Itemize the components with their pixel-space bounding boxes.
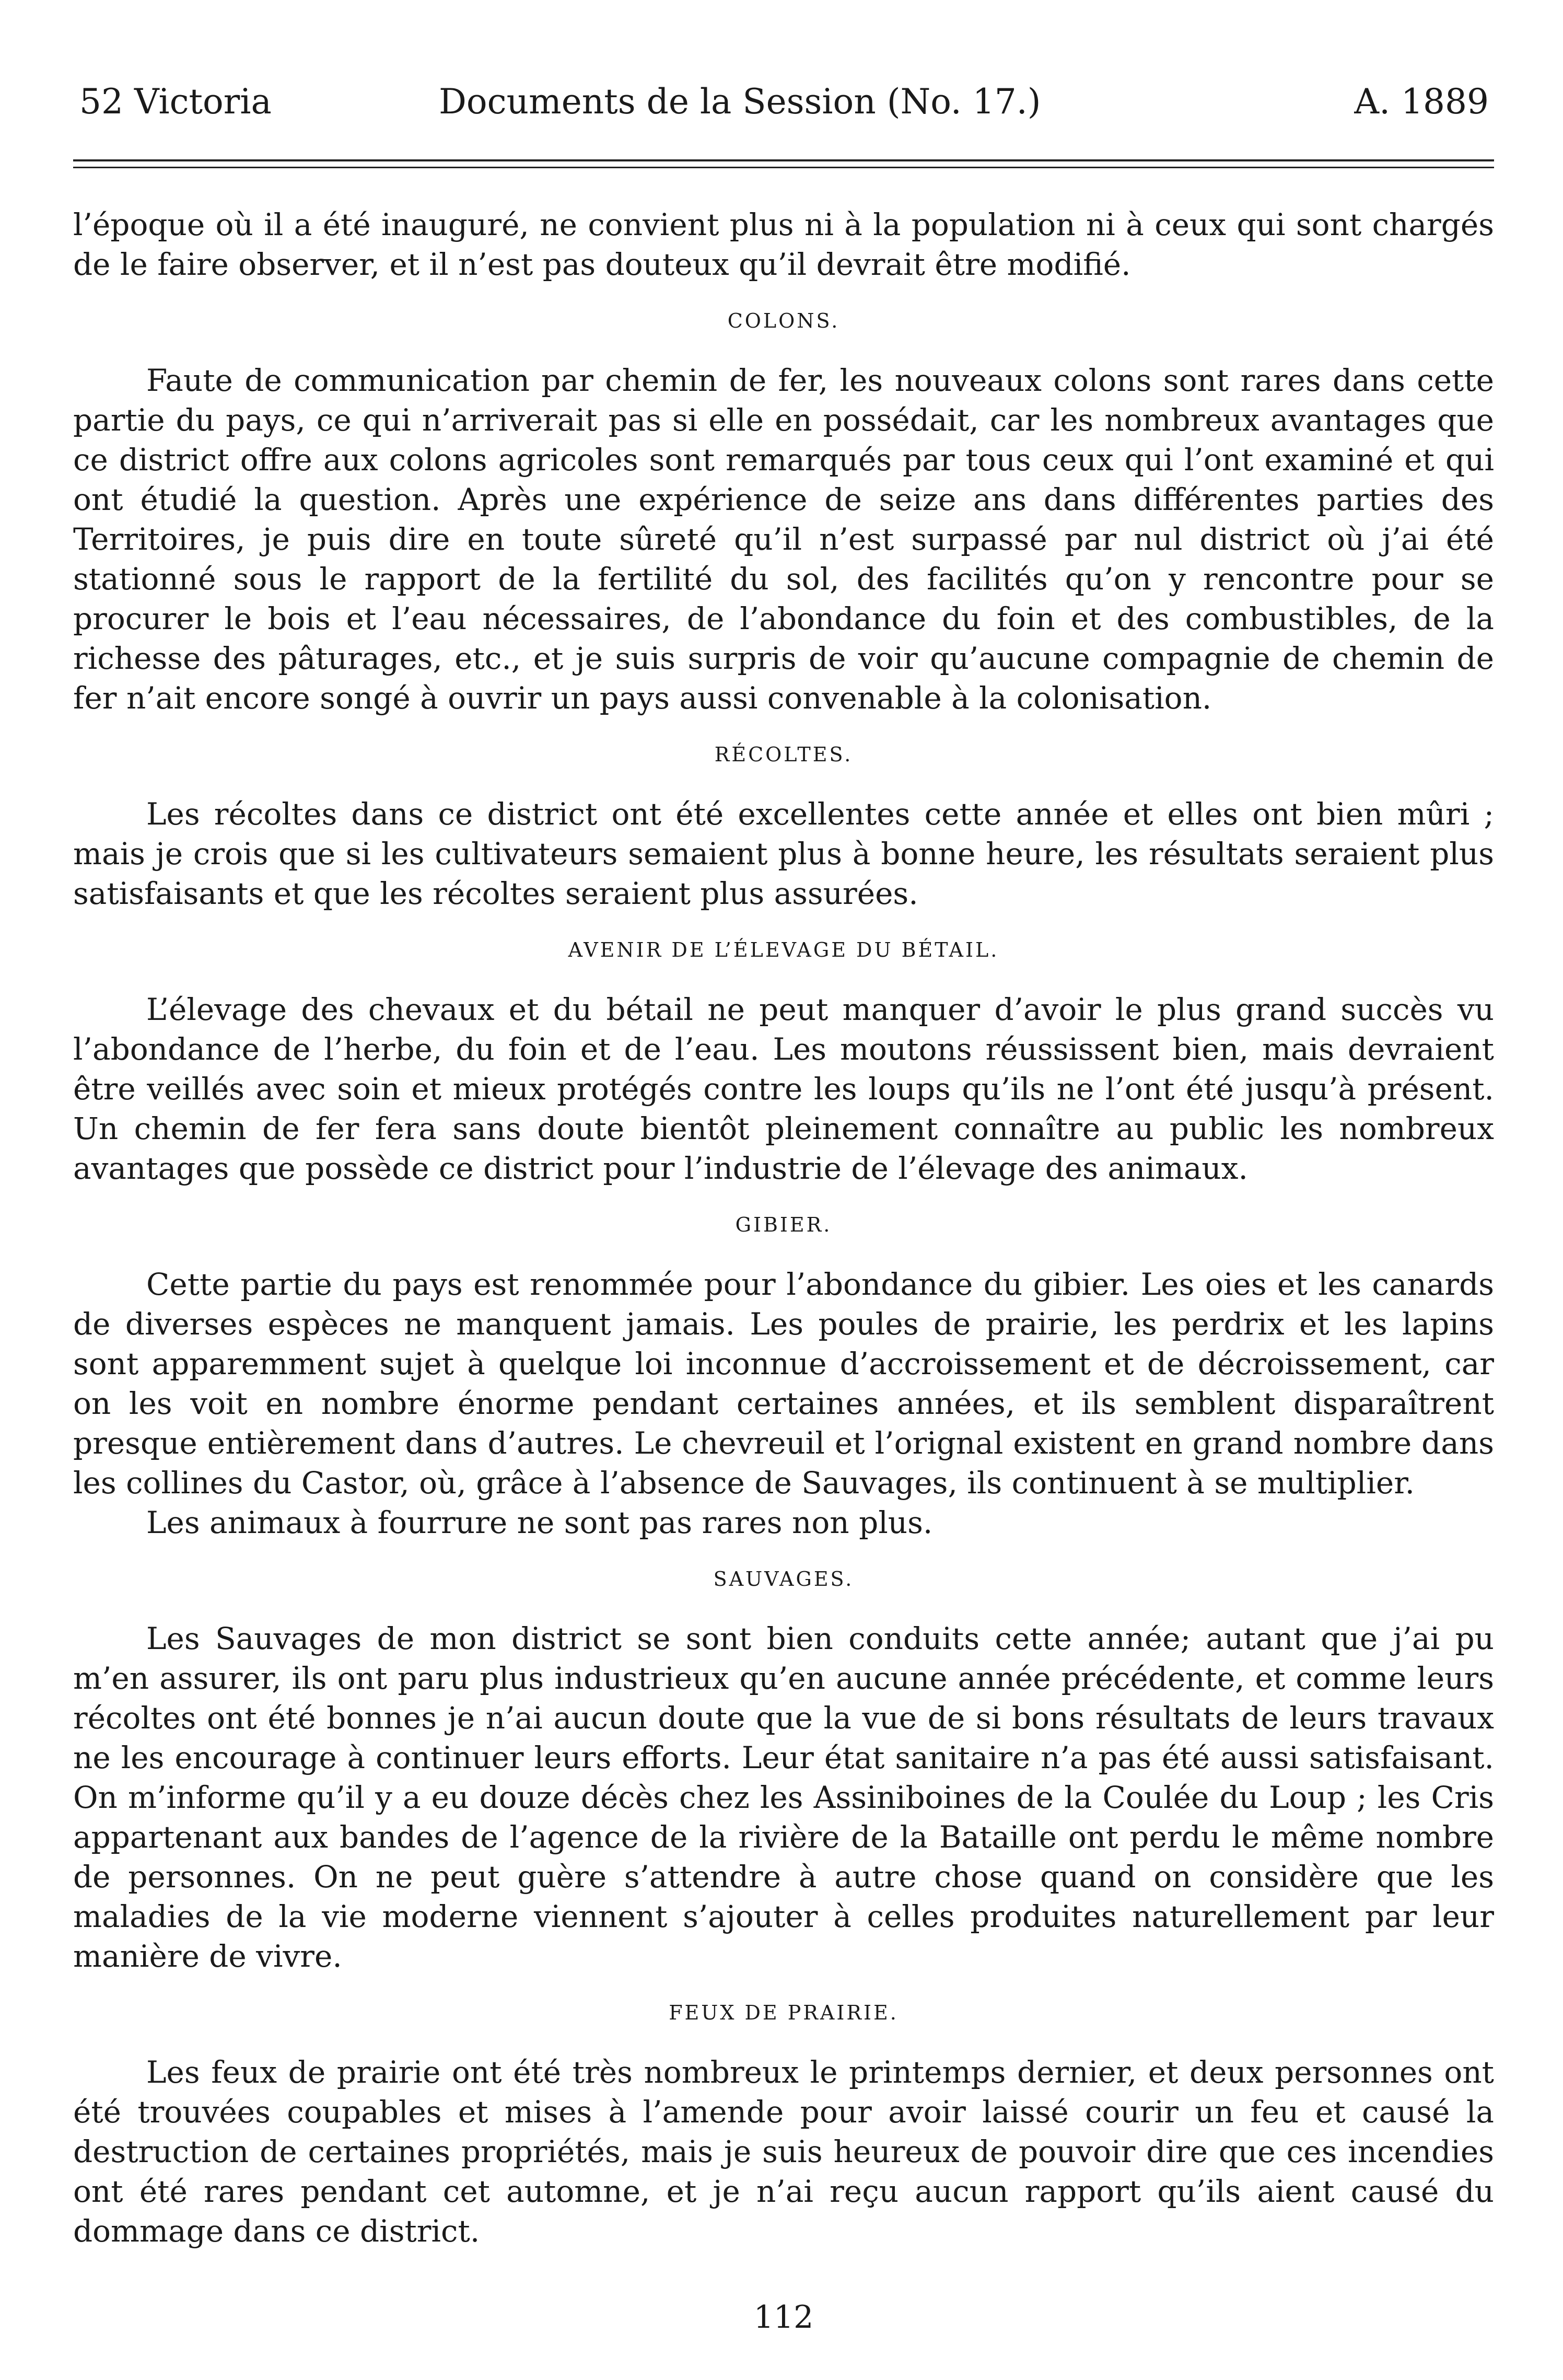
- paragraph-colons: Faute de communication par chemin de fer, les nouveaux colons sont rares dans cette partie du pays, ce qui n’arriverait pas si elle en possédait, car les nombreux avantages que ce district offre aux colons agricoles sont remarqués par tous ceux qui l’ont examiné et qui ont étudié la question. Après une expérience de seize ans dans différentes parties des Territoires, je puis dire en toute sûreté qu’il n’est surpassé par nul district où j’ai été stationné sous le rapport de la fertilité du sol, des facilités qu’on y rencontre pour se procurer le bois et l’eau nécessaires, de l’abondance du foin et des combustibles, de la richesse des pâturages, etc., et je suis surpris de voir qu’aucune compagnie de chemin de fer n’ait encore songé à ouvrir un pays aussi convenable à la colonisation.: [73, 363, 1494, 716]
- header-title: Documents de la Session (No. 17.): [439, 82, 1041, 122]
- continuation-paragraph: l’époque où il a été inauguré, ne convient plus ni à la population ni à ceux qui sont chargés de le faire observer, et il n’est pas douteux qu’il devrait être modifié.: [73, 207, 1494, 282]
- paragraph-elevage: L’élevage des chevaux et du bétail ne peut manquer d’avoir le plus grand succès vu l’abondance de l’herbe, du foin et de l’eau. Les moutons réussissent bien, mais devraient être veillés avec soin et mieux protégés contre les loups qu’ils ne l’ont été jusqu’à présent. Un chemin de fer fera sans doute bientôt pleinement connaître au public les nombreux avantages que possède ce district pour l’industrie de l’élevage des animaux.: [73, 992, 1494, 1186]
- document-body: [73, 205, 1494, 2251]
- section-heading-elevage: AVENIR DE L’ÉLEVAGE DU BÉTAIL.: [568, 938, 999, 961]
- section-heading-feux: FEUX DE PRAIRIE.: [669, 2001, 899, 2024]
- section-heading-recoltes: RÉCOLTES.: [714, 743, 853, 766]
- paragraph-sauvages: Les Sauvages de mon district se sont bien conduits cette année; autant que j’ai pu m’en assurer, ils ont paru plus industrieux qu’en aucune année précédente, et comme leurs récoltes ont été bonnes je n’ai aucun doute que la vue de si bons résultats de leurs travaux ne les encourage à continuer leurs efforts. Leur état sanitaire n’a pas été aussi satisfaisant. On m’informe qu’il y a eu douze décès chez les Assiniboines de la Coulée du Loup ; les Cris appartenant aux bandes de l’agence de la rivière de la Bataille ont perdu le même nombre de personnes. On ne peut guère s’attendre à autre chose quand on considère que les maladies de la vie moderne viennent s’ajouter à celles produites naturellement par leur manière de vivre.: [73, 1621, 1494, 1974]
- header-rule-bottom: [73, 167, 1494, 168]
- paragraph-gibier-fourrure: Les animaux à fourrure ne sont pas rares non plus.: [146, 1505, 933, 1540]
- page-number: 112: [753, 2299, 814, 2336]
- section-heading-gibier: GIBIER.: [735, 1213, 832, 1236]
- document-page: [73, 0, 1494, 2380]
- running-header: [73, 78, 1494, 125]
- section-heading-sauvages: SAUVAGES.: [713, 1568, 854, 1590]
- section-heading-colons: COLONS.: [727, 309, 840, 332]
- paragraph-gibier: Cette partie du pays est renommée pour l’abondance du gibier. Les oies et les canards de diverses espèces ne manquent jamais. Les poules de prairie, les perdrix et les lapins sont apparemment sujet à quelque loi inconnue d’accroissement et de décroissement, car on les voit en nombre énorme pendant certaines années, et ils semblent disparaîtrent presque entièrement dans d’autres. Le chevreuil et l’orignal existent en grand nombre dans les collines du Castor, où, grâce à l’absence de Sauvages, ils continuent à se multiplier.: [73, 1267, 1494, 1501]
- header-volume: 52 Victoria: [79, 82, 272, 122]
- paragraph-recoltes: Les récoltes dans ce district ont été excellentes cette année et elles ont bien mûri ; mais je crois que si les cultivateurs semaient plus à bonne heure, les résultats seraient plus satisfaisants et que les récoltes seraient plus assurées.: [73, 796, 1494, 911]
- paragraph-feux: Les feux de prairie ont été très nombreux le printemps dernier, et deux personnes ont été trouvées coupables et mises à l’amende pour avoir laissé courir un feu et causé la destruction de certaines propriétés, mais je suis heureux de pouvoir dire que ces incendies ont été rares pendant cet automne, et je n’ai reçu aucun rapport qu’ils aient causé du dommage dans ce district.: [73, 2054, 1494, 2249]
- header-rule-top: [73, 159, 1494, 161]
- header-year: A. 1889: [1354, 82, 1489, 122]
